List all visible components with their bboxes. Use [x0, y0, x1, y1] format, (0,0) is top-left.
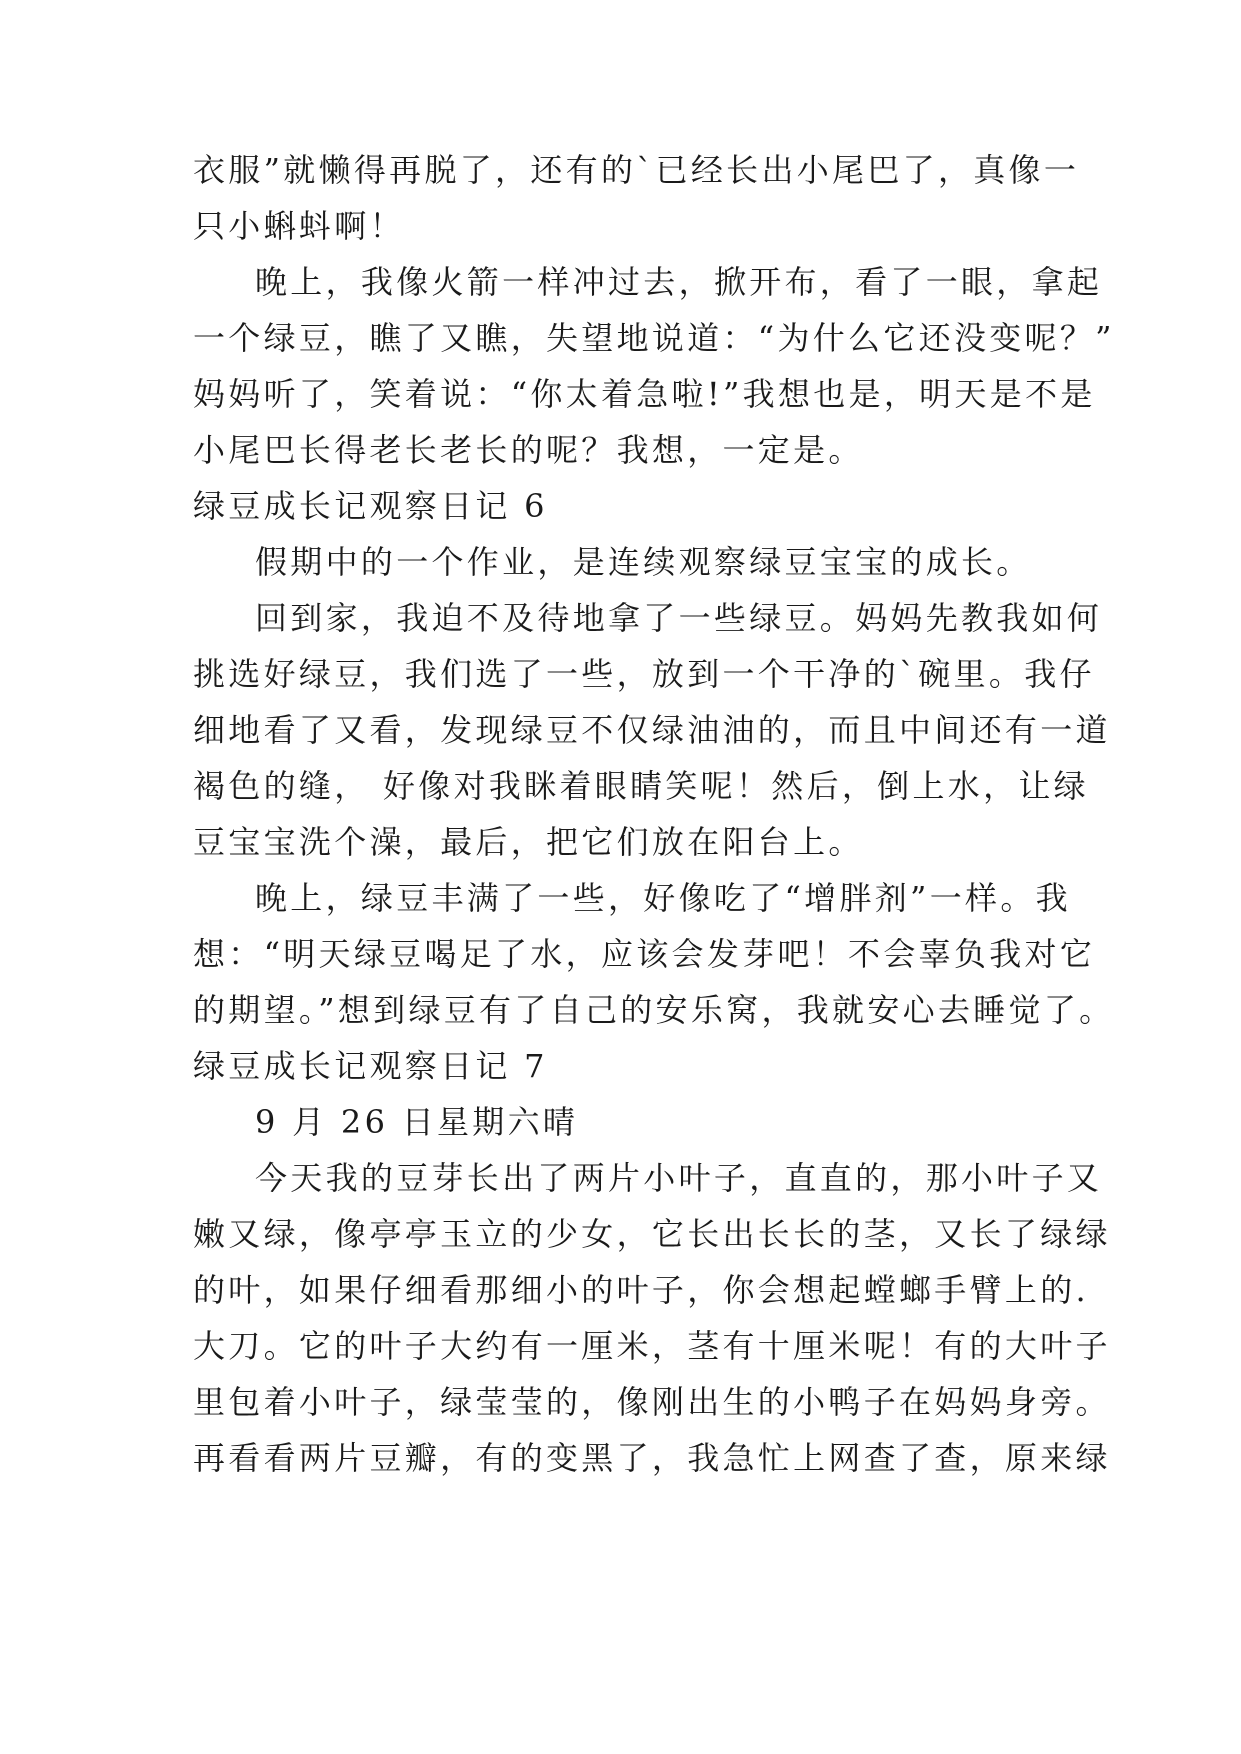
paragraph-first-line: 晚上，绿豆丰满了一些，好像吃了“增胖剂”一样。我 — [255, 879, 1071, 917]
body-text-line: 妈妈听了，笑着说：“你太着急啦!”我想也是，明天是不是 — [193, 375, 1096, 413]
body-text-line: 豆宝宝洗个澡，最后，把它们放在阳台上。 — [193, 823, 864, 861]
body-text-line: 一个绿豆，瞧了又瞧，失望地说道：“为什么它还没变呢？” — [193, 319, 1115, 357]
body-text-line: 褐色的缝， 好像对我眯着眼睛笑呢！然后，倒上水，让绿 — [193, 767, 1089, 805]
paragraph-first-line: 假期中的一个作业，是连续观察绿豆宝宝的成长。 — [255, 543, 1032, 581]
section-heading: 绿豆成长记观察日记 7 — [193, 1047, 548, 1085]
body-text-line: 嫩又绿，像亭亭玉立的少女，它长出长长的茎，又长了绿绿 — [193, 1215, 1111, 1253]
body-text-line: 的期望。”想到绿豆有了自己的安乐窝，我就安心去睡觉了。 — [193, 991, 1115, 1029]
body-text-line: 只小蝌蚪啊！ — [193, 207, 405, 245]
body-text-line: 里包着小叶子，绿莹莹的，像刚出生的小鸭子在妈妈身旁。 — [193, 1383, 1111, 1421]
body-text-line: 小尾巴长得老长老长的呢？我想，一定是。 — [193, 431, 864, 469]
body-text-line: 再看看两片豆瓣，有的变黑了，我急忙上网查了查，原来绿 — [193, 1439, 1111, 1477]
body-text-line: 细地看了又看，发现绿豆不仅绿油油的，而且中间还有一道 — [193, 711, 1111, 749]
body-text-line: 想：“明天绿豆喝足了水，应该会发芽吧！不会辜负我对它 — [193, 935, 1096, 973]
paragraph-first-line: 晚上，我像火箭一样冲过去，掀开布，看了一眼，拿起 — [255, 263, 1103, 301]
body-text-line: 大刀。它的叶子大约有一厘米，茎有十厘米呢！有的大叶子 — [193, 1327, 1111, 1365]
body-text-line: 衣服”就懒得再脱了，还有的`已经长出小尾巴了，真像一 — [193, 151, 1080, 189]
body-text-line: 挑选好绿豆，我们选了一些，放到一个干净的`碗里。我仔 — [193, 655, 1095, 693]
date-line: 9 月 26 日星期六晴 — [255, 1103, 579, 1141]
section-heading: 绿豆成长记观察日记 6 — [193, 487, 548, 525]
paragraph-first-line: 今天我的豆芽长出了两片小叶子，直直的，那小叶子又 — [255, 1159, 1103, 1197]
body-text-line: 的叶，如果仔细看那细小的叶子，你会想起螳螂手臂上的. — [193, 1271, 1089, 1309]
paragraph-first-line: 回到家，我迫不及待地拿了一些绿豆。妈妈先教我如何 — [255, 599, 1103, 637]
